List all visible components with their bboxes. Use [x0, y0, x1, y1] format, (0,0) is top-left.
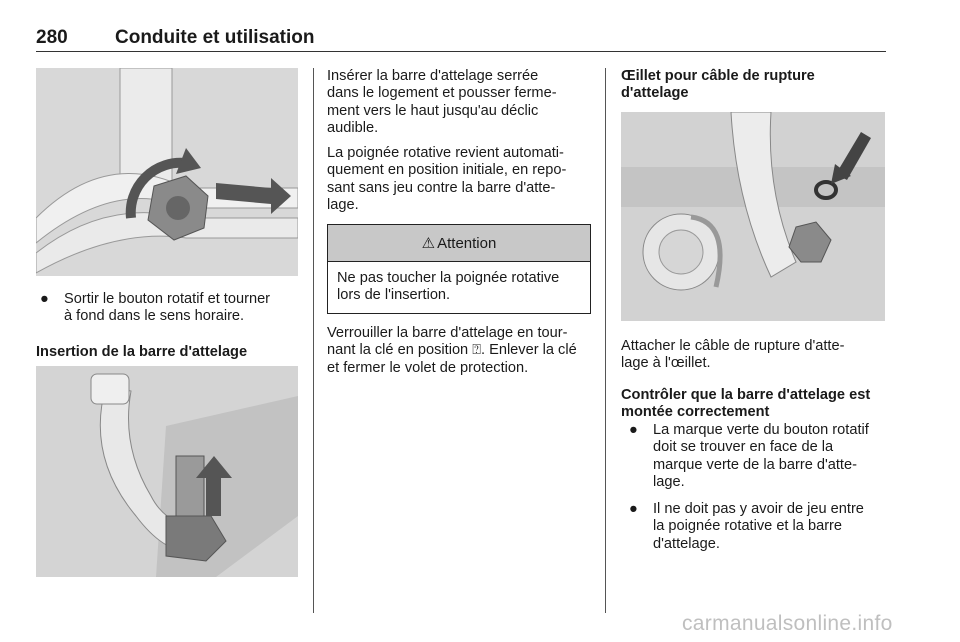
attention-body: Ne pas toucher la poignée rotative lors de l'insertion.: [337, 270, 560, 304]
rotary-knob-illustration: [36, 68, 298, 276]
attention-header: [328, 225, 590, 262]
watermark: carmanualsonline.info: [682, 612, 893, 635]
list-item: [629, 422, 891, 494]
attention-box: [327, 224, 591, 314]
attention-title: Attention: [437, 234, 497, 252]
section-heading-insertion: Insertion de la barre d'attelage: [36, 344, 248, 360]
bullet-dot: ●: [40, 291, 49, 307]
warning-triangle-icon: ⚠: [421, 235, 436, 252]
section-heading-check-mounting: Contrôler que la barre d'attelage est montée correctement: [621, 387, 871, 421]
eyelet-illustration: [621, 112, 885, 321]
list-item-text: Sortir le bouton rotatif et tourner à fond dans le sens horaire.: [64, 291, 271, 325]
insertion-drawing: [36, 366, 298, 577]
paragraph-handle-return: La poignée rotative revient automati- quement en position initiale, en repo- sant sans jeu contre la barre d'atte- lage.: [327, 145, 567, 214]
paragraph-lock-key: Verrouiller la barre d'attelage en tour- nant la clé en position ⍰. Enlever la clé et fermer le volet de protection.: [327, 325, 577, 376]
column-divider-2: [605, 68, 606, 613]
paragraph-insert-bar: Insérer la barre d'attelage serrée dans le logement et pousser ferme- ment vers le haut jusqu'au déclic audible.: [327, 68, 557, 137]
page-number: 280: [36, 27, 68, 48]
list-item-text: La marque verte du bouton rotatif doit se trouver en face de la marque verte de la barre d'atte- lage.: [653, 422, 869, 491]
list-item: [40, 291, 300, 327]
rotary-knob-drawing: [36, 68, 298, 276]
bullet-dot: ●: [629, 501, 638, 517]
list-item: [629, 501, 891, 555]
header-rule: [36, 51, 886, 52]
insertion-illustration: [36, 366, 298, 577]
bullet-dot: ●: [629, 422, 638, 438]
page-title: Conduite et utilisation: [115, 27, 315, 48]
list-item-text: Il ne doit pas y avoir de jeu entre la poignée rotative et la barre d'attelage.: [653, 501, 864, 552]
eyelet-drawing: [621, 112, 885, 321]
column-divider-1: [313, 68, 314, 613]
section-heading-eyelet: Œillet pour câble de rupture d'attelage: [621, 68, 815, 102]
paragraph-attach-cable: Attacher le câble de rupture d'atte- lage à l'œillet.: [621, 338, 845, 372]
